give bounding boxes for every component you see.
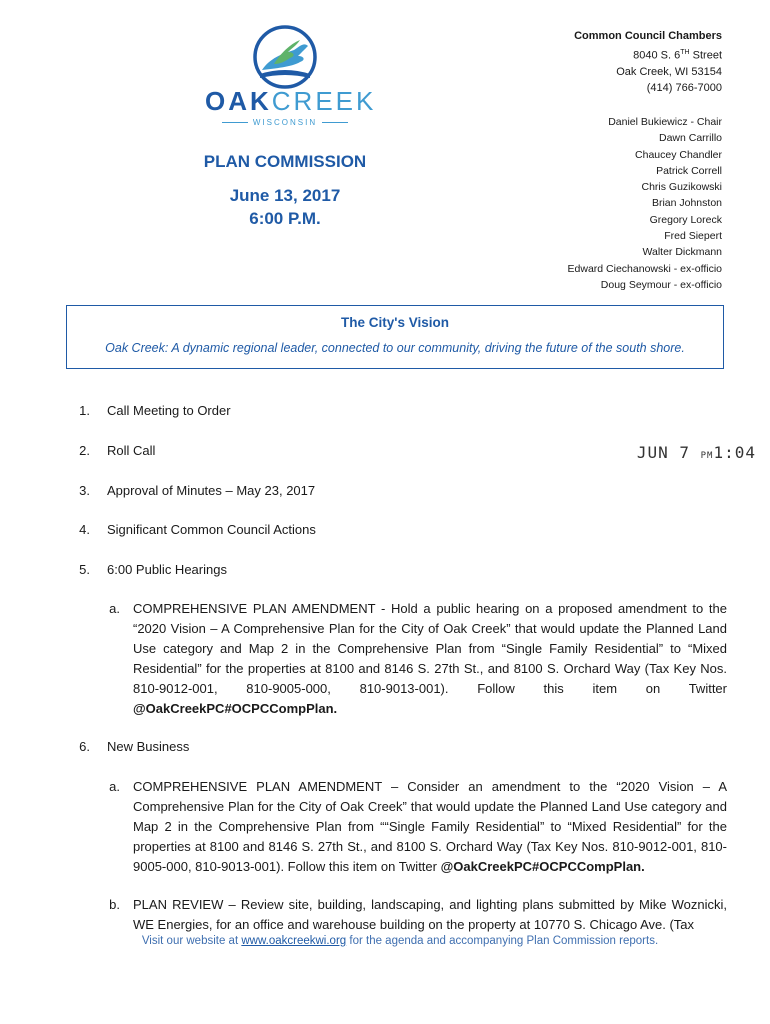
agenda-subitem-letter: a.: [109, 779, 120, 794]
agenda-item-number: 1.: [79, 403, 90, 418]
member: Gregory Loreck: [649, 213, 722, 226]
agenda-item-number: 2.: [79, 443, 90, 458]
member: Dawn Carrillo: [658, 132, 722, 145]
member: Patrick Correll: [656, 164, 722, 177]
agenda-item-number: 3.: [79, 483, 90, 498]
agenda-item-number: 6.: [79, 739, 90, 754]
agenda-item-number: 4.: [79, 522, 90, 537]
meeting-datetime: [150, 184, 420, 230]
website-link[interactable]: www.oakcreekwi.org: [241, 935, 347, 947]
member: Doug Seymour - ex-officio: [600, 278, 722, 291]
agenda-item-text: Approval of Minutes – May 23, 2017: [107, 483, 316, 498]
agenda-item-text: 6:00 Public Hearings: [107, 562, 227, 577]
meeting-time: 6:00 P.M.: [249, 209, 321, 228]
logo-wordmark: OAKCREEK: [205, 86, 377, 116]
agenda-item-text: Roll Call: [107, 443, 156, 458]
venue: Common Council Chambers: [574, 30, 722, 42]
agenda-item-text: Significant Common Council Actions: [107, 522, 316, 537]
received-stamp: JUN 7 PM1:04: [636, 443, 756, 462]
agenda-item-text: New Business: [107, 739, 190, 754]
twitter-handle: @OakCreekPC#OCPCCompPlan.: [440, 859, 645, 874]
agenda-subitem-letter: b.: [109, 897, 120, 912]
city: Oak Creek, WI 53154: [616, 65, 722, 78]
twitter-handle: @OakCreekPC#OCPCCompPlan.: [133, 701, 338, 716]
agenda-subitem-letter: a.: [109, 601, 120, 616]
agenda-subitem-text: PLAN REVIEW – Review site, building, landscaping, and lighting plans submitted by Mike Woznicki, WE Energies, for an office and warehouse building on the property at 10770 S. Chicago Ave. (Tax: [133, 897, 727, 932]
member: Walter Dickmann: [642, 246, 722, 259]
member: Daniel Bukiewicz - Chair: [608, 116, 722, 128]
agenda-item-number: 5.: [79, 562, 90, 577]
member: Fred Siepert: [664, 230, 722, 243]
member: Brian Johnston: [651, 197, 722, 210]
agenda-item-text: Call Meeting to Order: [107, 403, 231, 418]
page-title: PLAN COMMISSION: [203, 152, 367, 171]
agenda-subitem-text: COMPREHENSIVE PLAN AMENDMENT – Consider an amendment to the “2020 Vision – A Comprehensive Plan for the City of Oak Creek” that would update the Planned Land Use category and Map 2 in the Comprehensive Plan from ““Single Family Residential” to “Mixed Residential” for the properties at 8100 and 8146 S. 27th St., and 8100 S. Orchard Way (Tax Key Nos. 810-9012-001, 810-9005-000, 810-9013-001). Follow this item on Twitter @OakCreekPC#OCPCCompPlan.: [133, 779, 727, 874]
agenda-subitem-text: COMPREHENSIVE PLAN AMENDMENT - Hold a public hearing on a proposed amendment to the “2020 Vision – A Comprehensive Plan for the City of Oak Creek” that would update the Planned Land Use category and Map 2 in the Comprehensive Plan from “Single Family Residential” to “Mixed Residential” for the properties at 8100 and 8146 S. 27th St., and 8100 S. Orchard Way (Tax Key Nos. 810-9012-001, 810-9005-000, 810-9013-001). Follow this item on Twitter @OakCreekPC#OCPCCompPlan.: [133, 601, 727, 716]
address-block: [574, 28, 722, 97]
meeting-date: June 13, 2017: [229, 186, 341, 205]
member-list: [568, 114, 722, 293]
member: Chris Guzikowski: [641, 181, 722, 194]
street: 8040 S. 6TH Street: [633, 48, 722, 62]
vision-text: Oak Creek: A dynamic regional leader, connected to our community, driving the future of the south shore.: [105, 341, 685, 355]
vision-title: The City's Vision: [341, 315, 449, 330]
phone: (414) 766-7000: [646, 82, 722, 95]
logo-subtitle: WISCONSIN: [205, 118, 365, 127]
member: Edward Ciechanowski - ex-officio: [567, 262, 722, 275]
member: Chaucey Chandler: [635, 148, 722, 161]
footer: Visit our website at www.oakcreekwi.org for the agenda and accompanying Plan Commission reports.: [141, 935, 659, 947]
